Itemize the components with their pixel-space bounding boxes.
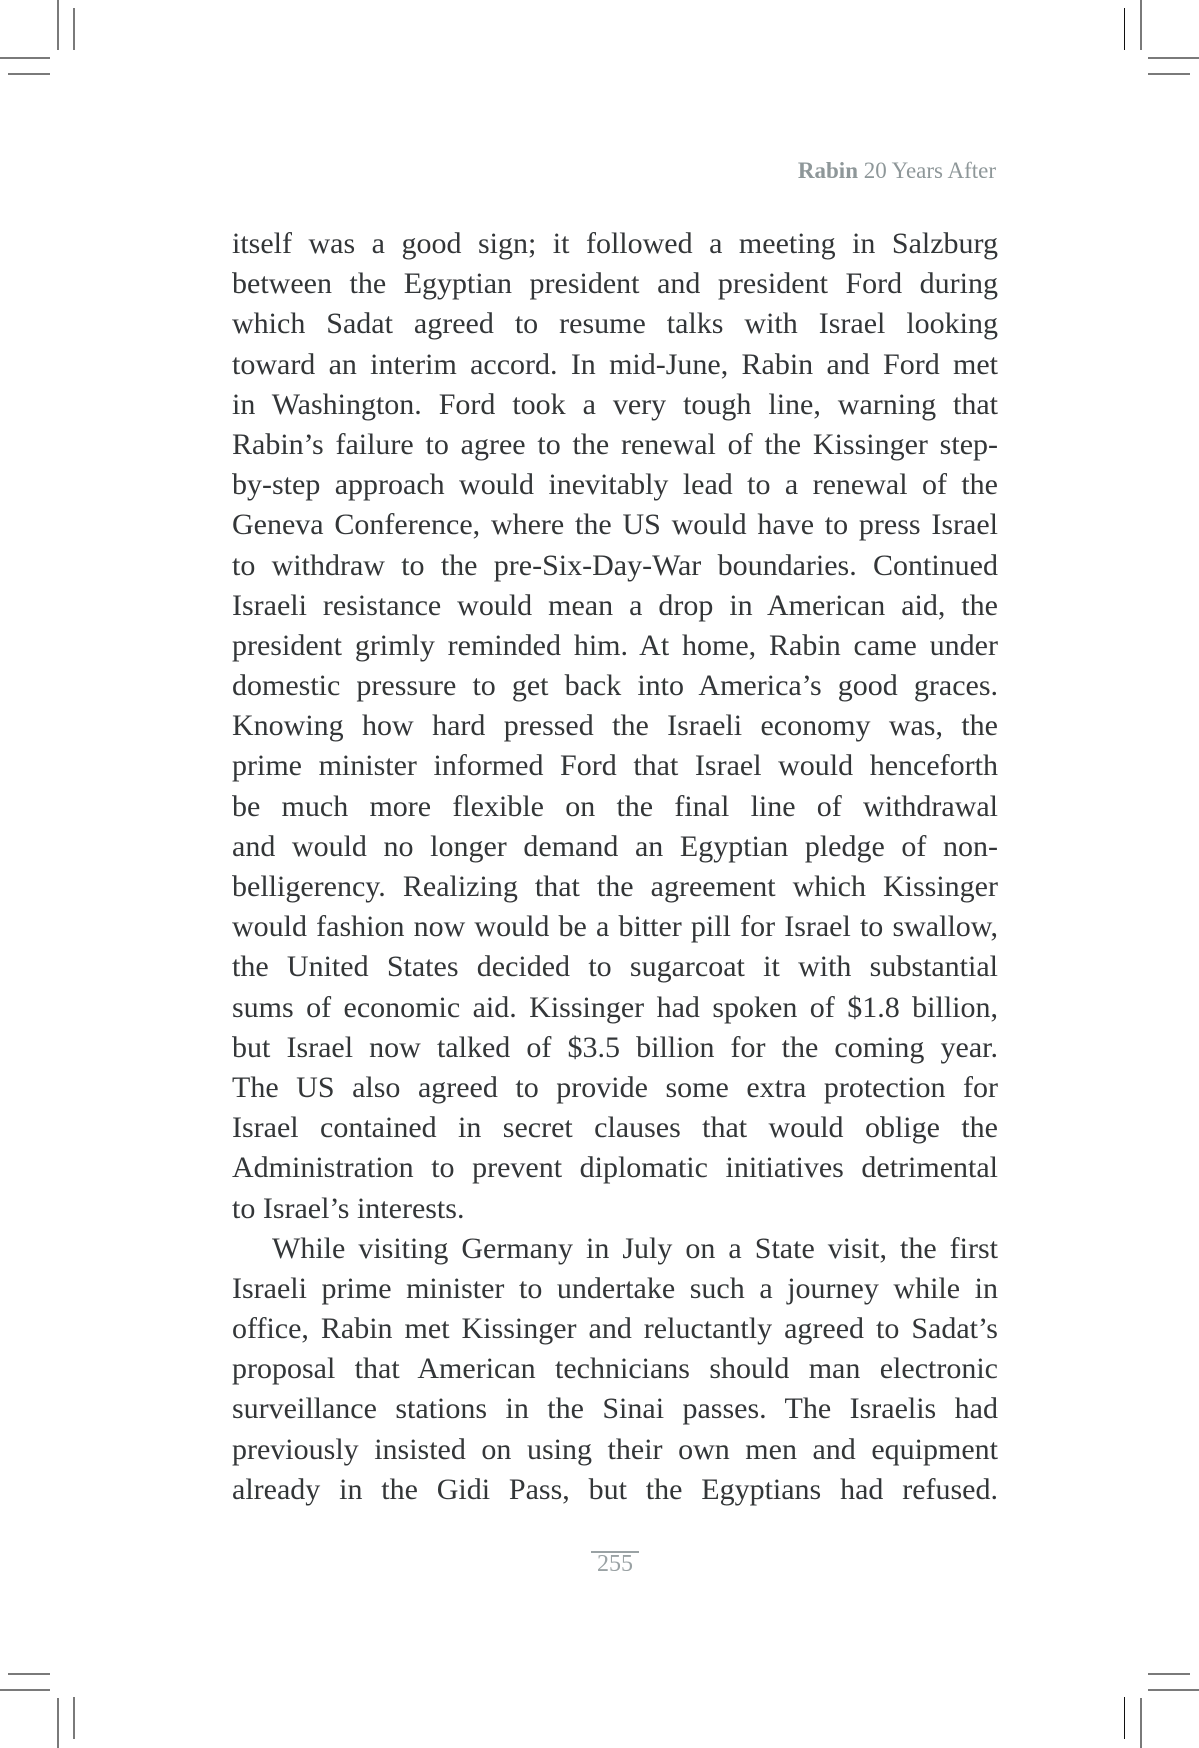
page-number: 255 <box>597 1551 633 1577</box>
crop-mark-bottom-left-horizontal-inner <box>8 1673 50 1675</box>
running-head-bold-title: Rabin <box>797 158 858 183</box>
text-line: prime minister informed Ford that Israel would henceforth <box>232 749 998 783</box>
crop-mark-bottom-left-horizontal-outer <box>0 1689 50 1691</box>
crop-mark-top-left-horizontal-outer <box>0 57 50 59</box>
crop-mark-top-right-horizontal-inner <box>1148 73 1190 75</box>
text-line: in Washington. Ford took a very tough line, warning that <box>232 387 998 421</box>
crop-mark-bottom-left-vertical-outer <box>57 1698 59 1748</box>
crop-mark-top-right-horizontal-outer <box>1148 57 1199 59</box>
text-line: already in the Gidi Pass, but the Egyptians had refused. <box>232 1472 998 1506</box>
text-line: proposal that American technicians should man electronic <box>232 1352 998 1386</box>
crop-mark-bottom-left-vertical-inner <box>73 1697 75 1739</box>
text-line: be much more flexible on the final line of withdrawal <box>232 789 998 823</box>
text-line: surveillance stations in the Sinai passes. The Israelis had <box>232 1392 998 1426</box>
running-head-subtitle: 20 Years After <box>858 158 996 183</box>
crop-mark-bottom-right-vertical-outer <box>1140 1698 1142 1748</box>
text-line: Israel contained in secret clauses that would oblige the <box>232 1111 998 1145</box>
text-line: itself was a good sign; it followed a meeting in Salzburg <box>232 227 998 260</box>
crop-mark-top-right-vertical-outer <box>1140 0 1142 50</box>
text-line: Israeli resistance would mean a drop in American aid, the <box>232 588 998 622</box>
text-line: belligerency. Realizing that the agreement which Kissinger <box>232 870 998 903</box>
text-line: president grimly reminded him. At home, Rabin came under <box>232 628 998 662</box>
crop-mark-top-left-vertical-outer <box>57 0 59 50</box>
text-line: While visiting Germany in July on a State visit, the first <box>272 1231 998 1265</box>
text-line: which Sadat agreed to resume talks with Israel looking <box>232 307 998 341</box>
text-line: Geneva Conference, where the US would have to press Israel <box>232 508 998 542</box>
text-line: Israeli prime minister to undertake such a journey while in <box>232 1271 998 1305</box>
text-line: sums of economic aid. Kissinger had spoken of $1.8 billion, <box>232 990 998 1024</box>
text-line: toward an interim accord. In mid-June, Rabin and Ford met <box>232 347 998 381</box>
text-line: The US also agreed to provide some extra protection for <box>232 1070 998 1104</box>
text-line: the United States decided to sugarcoat it with substantial <box>232 950 998 984</box>
text-line: Administration to prevent diplomatic initiatives detrimental <box>232 1151 998 1185</box>
crop-mark-bottom-right-horizontal-outer <box>1148 1689 1199 1691</box>
crop-mark-bottom-right-horizontal-inner <box>1148 1673 1190 1675</box>
body-text <box>232 224 998 1510</box>
text-line: Knowing how hard pressed the Israeli economy was, the <box>232 709 998 743</box>
text-line: but Israel now talked of $3.5 billion for the coming year. <box>232 1030 998 1064</box>
text-line: previously insisted on using their own men and equipment <box>232 1432 998 1466</box>
text-line: domestic pressure to get back into America’s good graces. <box>232 669 998 703</box>
text-line: and would no longer demand an Egyptian pledge of non- <box>232 829 998 863</box>
text-line: Rabin’s failure to agree to the renewal of the Kissinger step- <box>232 427 998 461</box>
running-head <box>798 158 996 184</box>
text-line: between the Egyptian president and president Ford during <box>232 267 998 301</box>
text-line: by-step approach would inevitably lead to a renewal of the <box>232 468 998 502</box>
text-line: office, Rabin met Kissinger and reluctantly agreed to Sadat’s <box>232 1312 998 1346</box>
crop-mark-bottom-right-vertical-inner <box>1124 1697 1125 1739</box>
paragraph <box>232 1229 998 1510</box>
crop-mark-top-left-horizontal-inner <box>8 73 50 75</box>
text-line: to Israel’s interests. <box>232 1191 465 1225</box>
crop-mark-top-left-vertical-inner <box>73 8 75 50</box>
crop-mark-top-right-vertical-inner <box>1124 8 1125 50</box>
text-line: to withdraw to the pre-Six-Day-War boundaries. Continued <box>232 548 998 582</box>
paragraph <box>232 224 998 1229</box>
text-line: would fashion now would be a bitter pill for Israel to swallow, <box>232 910 998 944</box>
